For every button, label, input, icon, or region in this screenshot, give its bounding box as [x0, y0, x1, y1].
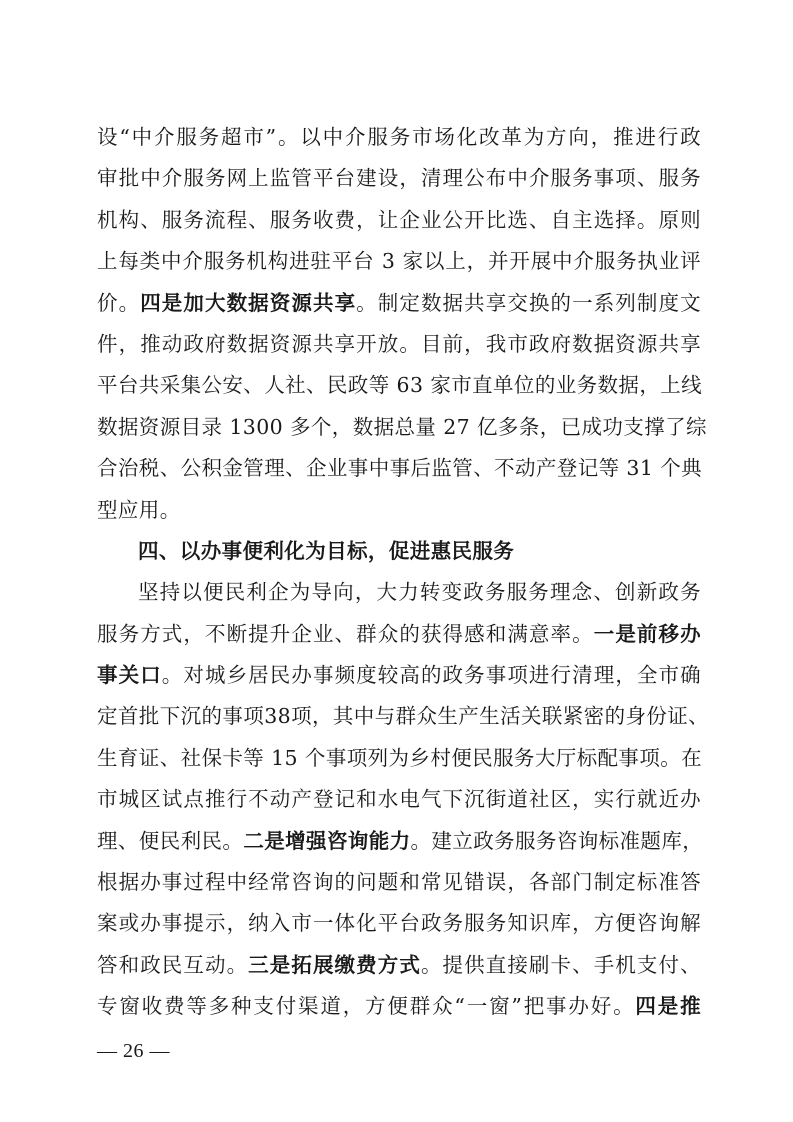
text-segment: 平台共采集公安、人社、民政等 63 家市直单位的业务数据，上线: [97, 373, 703, 398]
bold-phrase: 三是拓展缴费方式: [248, 952, 421, 977]
text-segment: 设“中介服务超市”。以中介服务市场化改革为方向，推进行政: [97, 125, 701, 149]
text-line: [97, 283, 701, 324]
text-line: [97, 448, 701, 489]
text-line: [97, 490, 701, 531]
text-segment: 价。: [97, 290, 141, 315]
text-segment: 理、便民利民。: [97, 828, 244, 853]
text-segment: 数据资源目录 1300 多个，数据总量 27 亿多条，已成功支撑了综: [97, 414, 707, 439]
body-text: [97, 117, 710, 1028]
text-line: [97, 572, 701, 613]
text-segment: 坚持以便民利企为导向，大力转变政务服务理念、创新政务: [138, 580, 701, 605]
text-segment: 件，推动政府数据资源共享开放。目前，我市政府数据资源共享: [97, 331, 701, 356]
text-segment: 。提供直接刷卡、手机支付、: [420, 952, 701, 977]
text-segment: 市城区试点推行不动产登记和水电气下沉街道社区，实行就近办: [97, 787, 701, 812]
text-line: [97, 986, 701, 1027]
text-segment: 上每类中介服务机构进驻平台 3 家以上，并开展中介服务执业评: [97, 249, 701, 274]
text-segment: 。建立政务服务咨询标准题库，: [410, 828, 704, 853]
bold-phrase: 二是增强咨询能力: [243, 828, 411, 853]
text-line: [97, 407, 707, 448]
text-segment: 型应用。: [97, 497, 181, 522]
text-segment: 答和政民互动。: [97, 952, 249, 977]
text-line: [97, 945, 701, 986]
text-segment: 服务方式，不断提升企业、群众的获得感和满意率。: [97, 621, 594, 646]
text-segment: 定首批下沉的事项38项，其中与群众生产生活关联紧密的身份证、: [97, 704, 710, 729]
text-segment: 四、以办事便利化为目标，促进惠民服务: [138, 538, 515, 563]
text-line: [97, 655, 701, 696]
text-line: [97, 241, 701, 282]
text-segment: 案或办事提示，纳入市一体化平台政务服务知识库，方便咨询解: [97, 911, 701, 936]
bold-phrase: 四是推: [635, 994, 701, 1019]
text-line: [97, 365, 701, 406]
bold-phrase: 事关口: [97, 663, 162, 688]
text-segment: 审批中介服务网上监管平台建设，清理公布中介服务事项、服务: [97, 166, 701, 191]
text-segment: 合治税、公积金管理、企业事中事后监管、不动产登记等 31 个典: [97, 456, 703, 481]
text-line: [97, 903, 701, 944]
bold-phrase: 四是加大数据资源共享: [140, 290, 357, 315]
text-line: [97, 614, 701, 655]
text-line: [97, 862, 701, 903]
text-segment: 专窗收费等多种支付渠道，方便群众“一窗”把事办好。: [97, 994, 636, 1019]
text-line: [97, 324, 701, 365]
text-line: [97, 696, 710, 737]
text-line: [97, 738, 701, 779]
page-number: — 26 —: [97, 1040, 170, 1062]
text-line: [97, 158, 701, 199]
section-heading: [97, 531, 701, 572]
text-line: [97, 117, 701, 158]
text-segment: 。对城乡居民办事频度较高的政务事项进行清理，全市确: [161, 663, 702, 688]
text-segment: 。制定数据共享交换的一系列制度文: [356, 290, 702, 315]
text-line: [97, 821, 704, 862]
text-line: [97, 200, 701, 241]
text-segment: 根据办事过程中经常咨询的问题和常见错误，各部门制定标准答: [97, 870, 701, 895]
bold-phrase: 一是前移办: [593, 621, 702, 646]
text-segment: 生育证、社保卡等 15 个事项列为乡村便民服务大厅标配事项。在: [97, 745, 703, 770]
text-segment: 机构、服务流程、服务收费，让企业公开比选、自主选择。原则: [97, 207, 701, 232]
text-line: [97, 779, 701, 820]
